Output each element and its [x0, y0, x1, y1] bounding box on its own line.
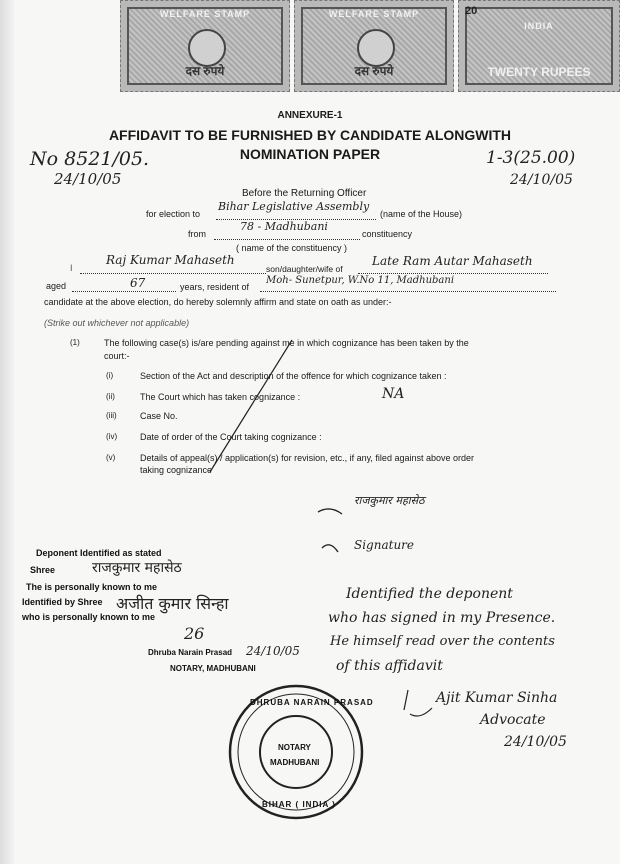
ref-date-left: 24/10/05 [54, 170, 122, 188]
stamp-denomination: दस रुपये [354, 64, 394, 78]
advocate-signature: Ajit Kumar Sinha [436, 690, 558, 706]
sub-item-text-line2: taking cognizance [140, 465, 213, 475]
sub-item-number: (i) [106, 371, 114, 380]
hindi-signature: राजकुमार महासेठ [354, 494, 425, 507]
identifier-hindi-name: अजीत कुमार सिन्हा [116, 594, 229, 613]
stamp-denomination: दस रुपये [185, 64, 225, 78]
stamp-denomination: TWENTY RUPEES [487, 65, 591, 79]
age-value: 67 [130, 276, 146, 290]
stamp-line-notary-place: NOTARY, MADHUBANI [170, 664, 256, 673]
stamp-line-shree: Shree [30, 565, 56, 575]
stamp-label: INDIA [524, 21, 554, 31]
na-value: NA [382, 386, 405, 402]
page-title-line1: AFFIDAVIT TO BE FURNISHED BY CANDIDATE ALONGWITH [108, 127, 512, 143]
constituency-note: ( name of the constituency ) [236, 243, 348, 253]
item-1-text-line2: court:- [104, 351, 130, 361]
sub-item-text: The Court which has taken cognizance : [140, 392, 301, 402]
stamp-label: WELFARE STAMP [159, 9, 251, 19]
house-value: Bihar Legislative Assembly [218, 200, 370, 213]
sub-item-number: (iv) [106, 432, 118, 441]
stamp-line-identified: Identified by Shree [22, 597, 103, 607]
strike-note: (Strike out whichever not applicable) [44, 318, 190, 328]
house-suffix: (name of the House) [380, 209, 463, 219]
stamp-value: 20 [465, 5, 478, 17]
deponent-hindi-name: राजकुमार महासेठ [92, 560, 182, 576]
advocate-note-line2: who has signed in my Presence. [328, 610, 556, 626]
from-label: from [188, 229, 206, 239]
seal-outer-bottom: BIHAR ( INDIA ) [262, 800, 336, 809]
seal-outer-top: DHRUBA NARAIN PRASAD [250, 698, 374, 707]
sub-item-number: (iii) [106, 411, 117, 420]
signature-label: Signature [354, 538, 415, 552]
sub-item-text: Details of appeal(s) / application(s) for revision, etc., if any, filed against above order [140, 453, 474, 463]
relation-label: son/daughter/wife of [266, 264, 343, 274]
ref-number-right: 1-3(25.00) [486, 148, 576, 168]
stamp-line-known: The is personally known to me [26, 582, 158, 592]
seal-center-line2: MADHUBANI [270, 758, 320, 767]
constituency-value: 78 - Madhubani [240, 220, 328, 233]
advocate-note-line1: Identified the deponent [346, 586, 513, 602]
address-value: Moh- Sunetpur, W.No 11, Madhubani [266, 275, 455, 286]
stamp-hand-number: 26 [184, 624, 205, 643]
ref-number-left: No 8521/05. [30, 148, 150, 170]
sub-item-text: Date of order of the Court taking cognizance : [140, 432, 322, 442]
advocate-note-line3: He himself read over the contents [330, 634, 555, 649]
ref-date-right: 24/10/05 [510, 172, 573, 188]
sub-item-number: (ii) [106, 392, 115, 401]
advocate-role: Advocate [480, 712, 546, 728]
stamp-line-personally: who is personally known to me [22, 612, 156, 622]
sub-item-text: Section of the Act and description of the offence for which cognizance taken : [140, 371, 447, 381]
election-label: for election to [146, 209, 201, 219]
stamp-label: WELFARE STAMP [328, 9, 420, 19]
affirm-statement: candidate at the above election, do hereby solemnly affirm and state on oath as under:- [44, 297, 392, 307]
sub-item-text: Case No. [140, 411, 178, 421]
page-title-line2: NOMINATION PAPER [239, 146, 381, 162]
advocate-note-line4: of this affidavit [336, 658, 443, 674]
item-1-text-line1: The following case(s) is/are pending against me in which cognizance has been taken by the [104, 338, 469, 348]
aged-label: aged [46, 281, 67, 291]
returning-officer-label: Before the Returning Officer [242, 188, 367, 199]
sub-item-number: (v) [106, 453, 116, 462]
candidate-name: Raj Kumar Mahaseth [106, 253, 235, 267]
stamp-line-notary-name: Dhruba Narain Prasad [148, 648, 233, 657]
stamp-hand-date: 24/10/05 [246, 644, 300, 658]
item-number: (1) [70, 338, 80, 347]
annexure-label: ANNEXURE-1 [277, 110, 343, 121]
advocate-date: 24/10/05 [504, 734, 567, 750]
stamp-line-deponent: Deponent Identified as stated [36, 548, 162, 558]
i-label: I [70, 263, 73, 273]
seal-center-line1: NOTARY [278, 743, 311, 752]
father-name: Late Ram Autar Mahaseth [372, 254, 533, 268]
constituency-suffix: constituency [362, 229, 413, 239]
resident-label: years, resident of [180, 282, 250, 292]
